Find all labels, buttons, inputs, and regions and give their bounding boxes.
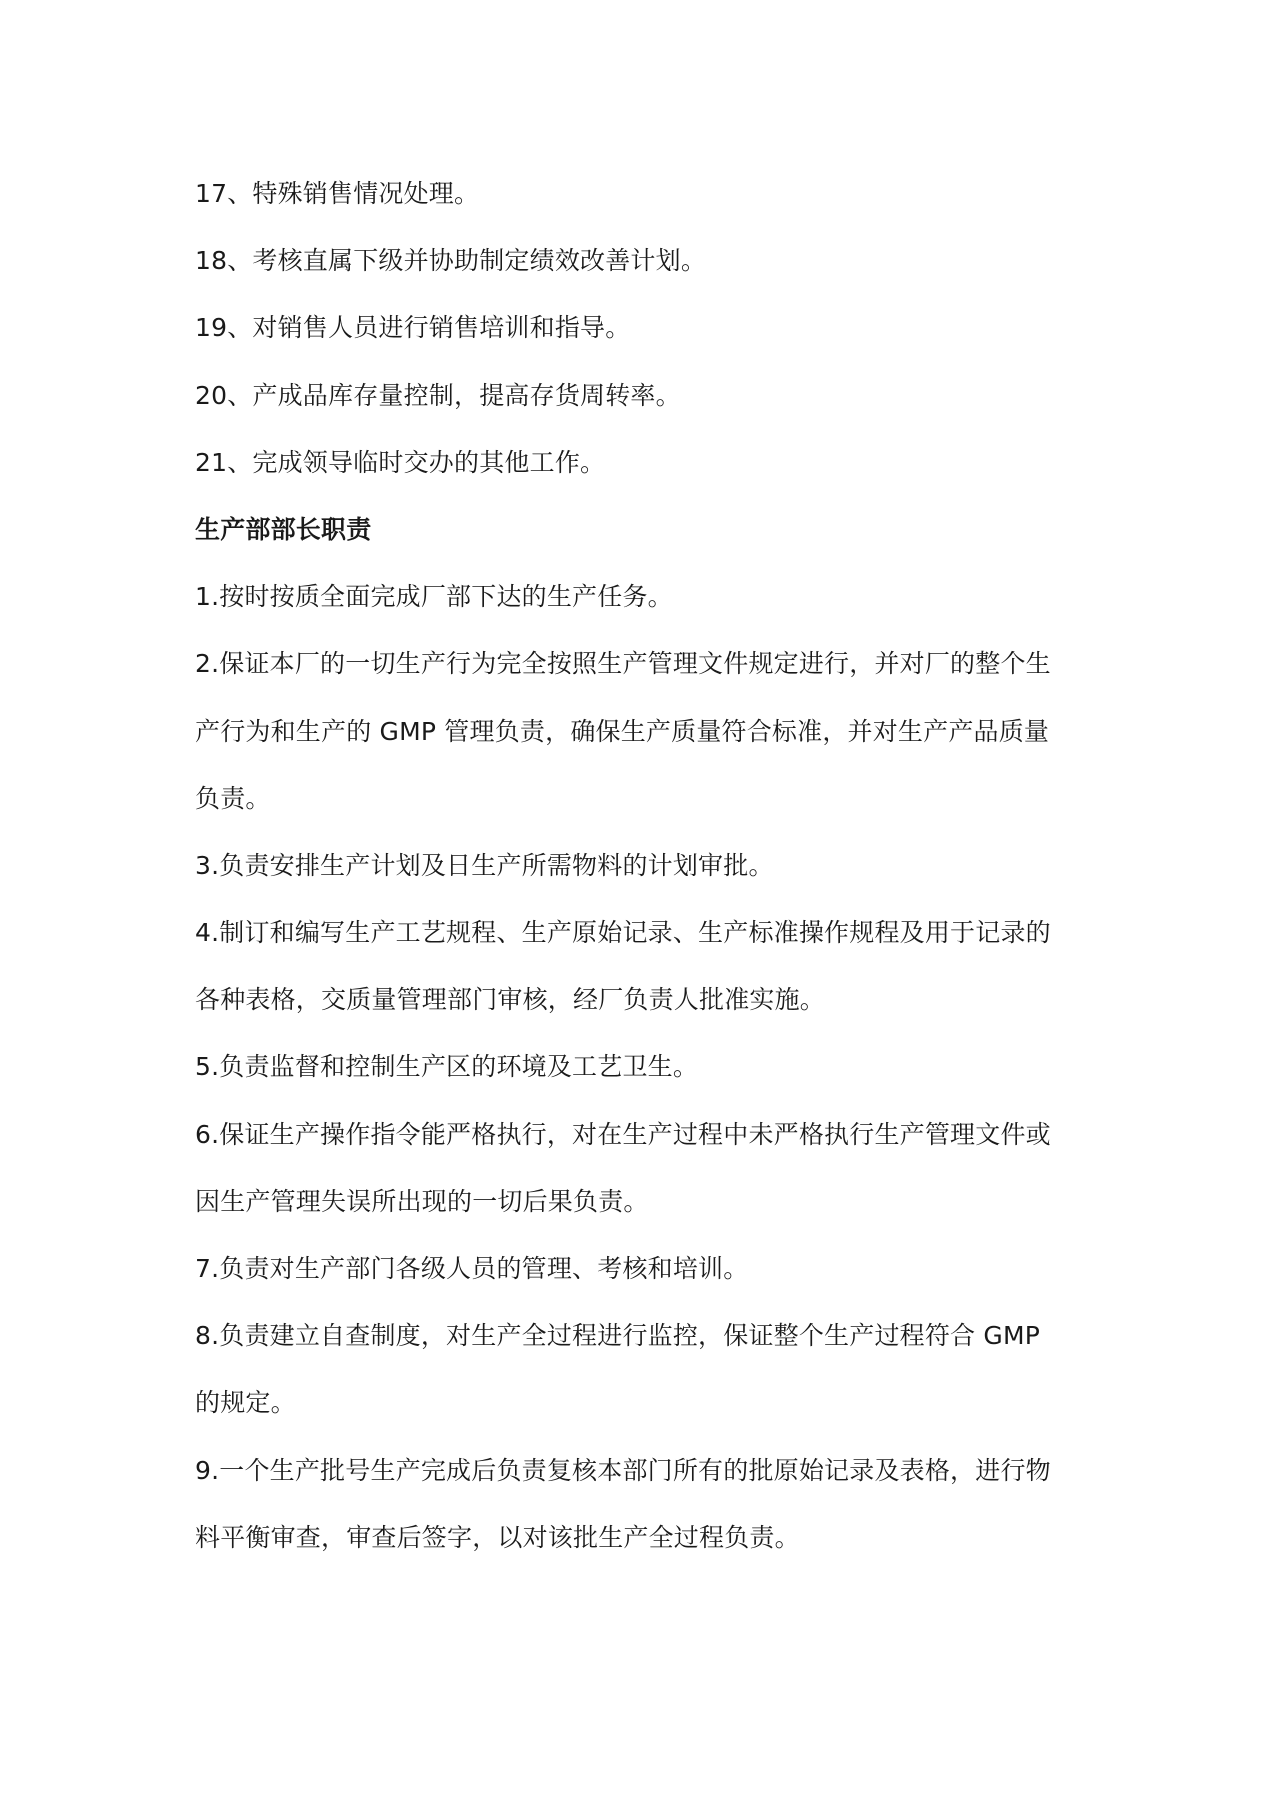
- duty-item-4-line-1: 4.制订和编写生产工艺规程、生产原始记录、生产标准操作规程及用于记录的: [195, 918, 1051, 948]
- duty-item-8-line-2: 的规定。: [195, 1388, 296, 1418]
- duty-item-2-line-2: 产行为和生产的 GMP 管理负责，确保生产质量符合标准，并对生产产品质量: [195, 716, 1050, 746]
- duty-item-9-line-2: 料平衡审查，审查后签字，以对该批生产全过程负责。: [195, 1522, 800, 1552]
- list-item-17: 17、特殊销售情况处理。: [195, 179, 480, 208]
- section-heading: 生产部部长职责: [195, 514, 372, 544]
- duty-item-2-line-3: 负责。: [195, 783, 271, 813]
- duty-item-2-line-1: 2.保证本厂的一切生产行为完全按照生产管理文件规定进行，并对厂的整个生: [195, 649, 1051, 679]
- duty-item-9-line-1: 9.一个生产批号生产完成后负责复核本部门所有的批原始记录及表格，进行物: [195, 1455, 1051, 1485]
- duty-item-6-line-1: 6.保证生产操作指令能严格执行，对在生产过程中未严格执行生产管理文件或: [195, 1119, 1051, 1149]
- list-item-20: 20、产成品库存量控制，提高存货周转率。: [195, 380, 681, 410]
- list-item-19: 19、对销售人员进行销售培训和指导。: [195, 313, 631, 343]
- duty-item-1: 1.按时按质全面完成厂部下达的生产任务。: [195, 582, 673, 612]
- duty-item-4-line-2: 各种表格，交质量管理部门审核，经厂负责人批准实施。: [195, 985, 826, 1015]
- duty-item-8-line-1: 8.负责建立自查制度，对生产全过程进行监控，保证整个生产过程符合 GMP: [195, 1321, 1041, 1351]
- list-item-18: 18、考核直属下级并协助制定绩效改善计划。: [195, 246, 707, 276]
- list-item-21: 21、完成领导临时交办的其他工作。: [195, 447, 606, 477]
- document-body: [195, 160, 1085, 1571]
- duty-item-5: 5.负责监督和控制生产区的环境及工艺卫生。: [195, 1052, 699, 1082]
- duty-item-3: 3.负责安排生产计划及日生产所需物料的计划审批。: [195, 850, 774, 880]
- duty-item-6-line-2: 因生产管理失误所出现的一切后果负责。: [195, 1186, 649, 1216]
- duty-item-7: 7.负责对生产部门各级人员的管理、考核和培训。: [195, 1254, 749, 1283]
